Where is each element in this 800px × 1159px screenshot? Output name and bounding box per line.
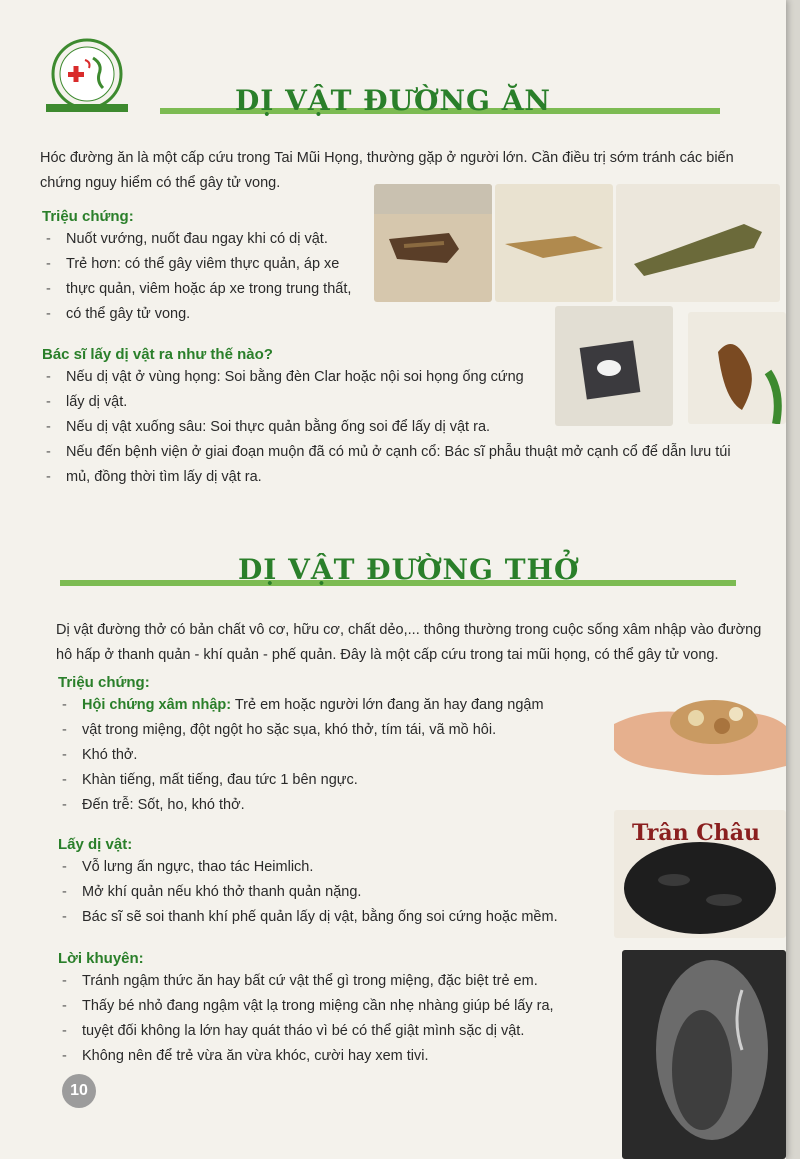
list-item: - Khàn tiếng, mất tiếng, đau tức 1 bên ngực. <box>58 768 618 793</box>
section-title-airway: DỊ VẬT ĐƯỜNG THỞ <box>238 553 580 586</box>
list-item: - lấy dị vật. <box>42 390 762 415</box>
intro-line: hô hấp ở thanh quản - khí quản - phế quản. Đây là một cấp cứu trong tai mũi họng, có thể gây tử vong. <box>56 647 719 663</box>
list-item: - Vỗ lưng ấn ngực, thao tác Heimlich. <box>58 855 618 880</box>
foreign-body-photo <box>555 306 673 426</box>
list-item: - Bác sĩ sẽ soi thanh khí phế quản lấy dị vật, bằng ống soi cứng hoặc mềm. <box>58 905 618 930</box>
nuts-in-hand-photo <box>614 676 786 782</box>
section-title-food: DỊ VẬT ĐƯỜNG ĂN <box>235 84 552 117</box>
list-item: - Khó thở. <box>58 743 618 768</box>
symptoms-heading: Triệu chứng: <box>42 208 134 225</box>
list-item: - Mở khí quản nếu khó thở thanh quản nặng. <box>58 880 618 905</box>
list-item: - Nếu dị vật ở vùng họng: Soi bằng đèn Clar hoặc nội soi họng ống cứng <box>42 365 762 390</box>
symptoms-heading: Triệu chứng: <box>58 674 150 691</box>
page-number: 10 <box>62 1074 96 1108</box>
photo-label: Trân Châu <box>632 820 761 846</box>
intro-line: chứng nguy hiểm có thể gây tử vong. <box>40 175 281 191</box>
advice-heading: Lời khuyên: <box>58 950 144 967</box>
foreign-body-photo <box>688 312 786 424</box>
list-item: - Nuốt vướng, nuốt đau ngay khi có dị vật. <box>42 227 382 252</box>
list-item: - Thấy bé nhỏ đang ngậm vật lạ trong miệng cần nhẹ nhàng giúp bé lấy ra, <box>58 994 618 1019</box>
list-item: - Đến trễ: Sốt, ho, khó thở. <box>58 793 618 818</box>
list-item <box>58 693 618 718</box>
list-item: - Không nên để trẻ vừa ăn vừa khóc, cười hay xem tivi. <box>58 1044 618 1069</box>
list-item-continuation: - tuyệt đối không la lớn hay quát tháo vì bé có thể giật mình sặc dị vật. <box>58 1019 618 1044</box>
list-item: - thực quản, viêm hoặc áp xe trong trung thất, <box>42 277 382 302</box>
list-item: - Nếu đến bệnh viện ở giai đoạn muộn đã có mủ ở cạnh cổ: Bác sĩ phẫu thuật mở cạnh cổ để dẫn lưu túi <box>42 440 762 465</box>
list-item: - Trẻ hơn: có thể gây viêm thực quản, áp xe <box>42 252 382 277</box>
list-item-continuation: - vật trong miệng, đột ngột ho sặc sụa, khó thở, tím tái, vã mồ hôi. <box>58 718 618 743</box>
xray-photo <box>622 950 786 1159</box>
hospital-logo <box>38 36 136 116</box>
foreign-body-photo <box>374 184 492 302</box>
syndrome-text: Trẻ em hoặc người lớn đang ăn hay đang ngậm <box>231 697 544 713</box>
list-item: - Nếu dị vật xuống sâu: Soi thực quản bằng ống soi để lấy dị vật ra. <box>42 415 762 440</box>
foreign-body-photo <box>495 184 613 302</box>
syndrome-label: Hội chứng xâm nhập: <box>82 697 232 713</box>
list-item: - mủ, đồng thời tìm lấy dị vật ra. <box>42 465 762 490</box>
doctor-heading: Bác sĩ lấy dị vật ra như thế nào? <box>42 346 273 363</box>
list-item: - có thể gây tử vong. <box>42 302 382 327</box>
foreign-body-photo <box>616 184 780 302</box>
list-item: - Tránh ngậm thức ăn hay bất cứ vật thể gì trong miệng, đặc biệt trẻ em. <box>58 969 618 994</box>
tapioca-pearls-photo <box>614 810 786 938</box>
intro-line: Dị vật đường thở có bản chất vô cơ, hữu cơ, chất dẻo,... thông thường trong cuộc sống xâm nhập vào đường <box>56 622 762 638</box>
intro-line: Hóc đường ăn là một cấp cứu trong Tai Mũi Họng, thường gặp ở người lớn. Cần điều trị sớm tránh các biến <box>40 150 734 166</box>
removal-heading: Lấy dị vật: <box>58 836 133 853</box>
